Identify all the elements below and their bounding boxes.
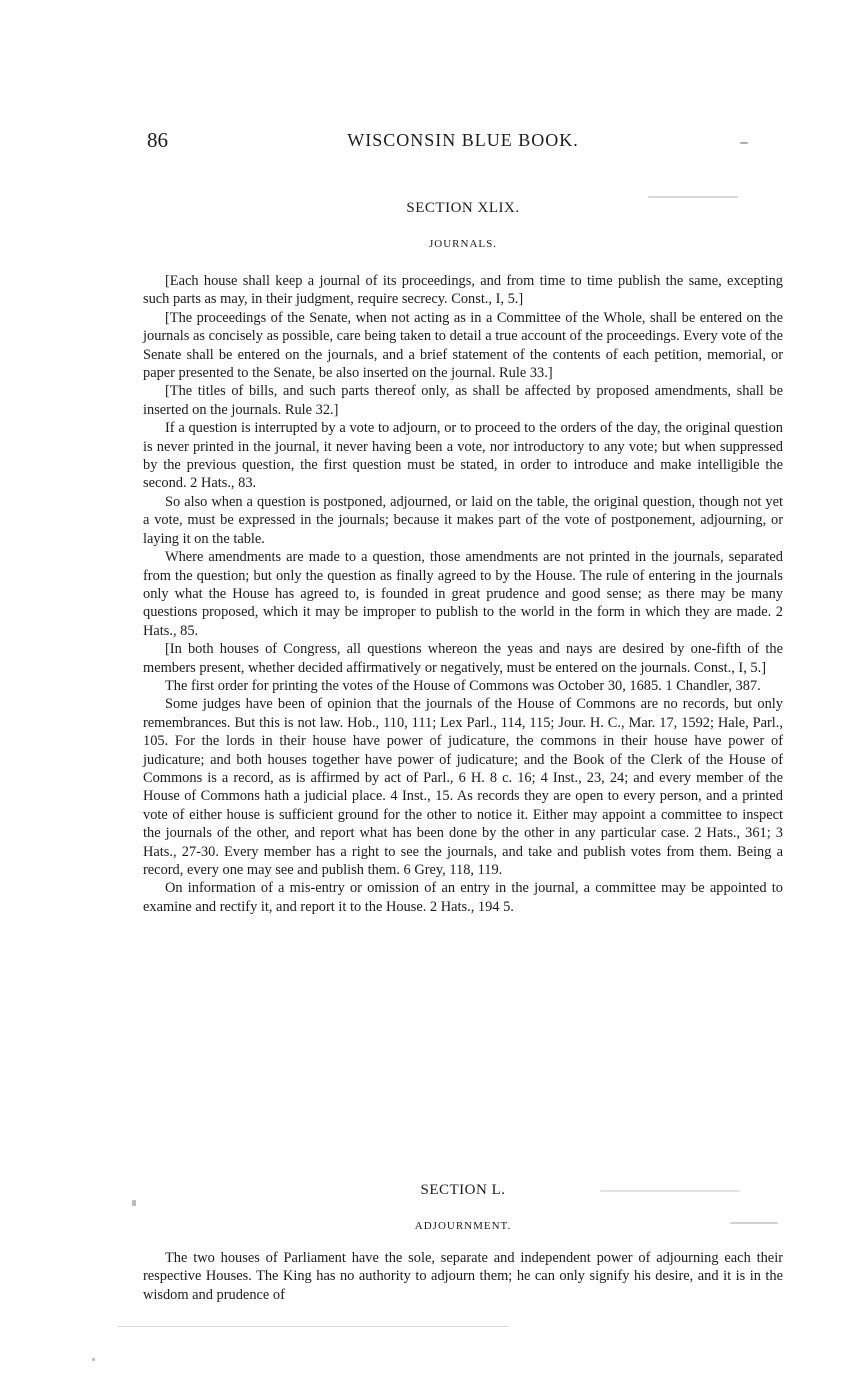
- running-head: [143, 128, 783, 158]
- paragraph: [The titles of bills, and such parts thereof only, as shall be affected by proposed amendments, shall be inserted on the journals. Rule 32.]: [143, 383, 783, 418]
- paragraph: [Each house shall keep a journal of its proceedings, and from time to time publish the same, excepting such parts as may, in their judgment, require secrecy. Const., I, 5.]: [143, 273, 783, 308]
- paragraph: [The proceedings of the Senate, when not acting as in a Committee of the Whole, shall be entered on the journals as concisely as possible, care being taken to detail a true account of the proceedings. Every vote of the Senate shall be entered on the journals, and a brief statement of the contents of each petition, memorial, or paper presented to the Senate, be also inserted on the journal. Rule 33.]: [143, 309, 783, 382]
- section-xlix-subheading: JOURNALS.: [429, 238, 497, 250]
- scan-speck: [740, 142, 748, 144]
- paragraph: [In both houses of Congress, all questions whereon the yeas and nays are desired by one-fifth of the members present, whether decided affirmatively or negatively, must be entered on the journals. Const., I, 5.]: [143, 641, 783, 676]
- page-number: 86: [147, 128, 168, 152]
- scan-speck: [92, 1358, 95, 1361]
- paragraph: On information of a mis-entry or omission of an entry in the journal, a committee may be appointed to examine and rectify it, and report it to the House. 2 Hats., 194 5.: [143, 880, 783, 915]
- scan-speck: [648, 196, 738, 198]
- paragraph: So also when a question is postponed, adjourned, or laid on the table, the original question, though not yet a vote, must be expressed in the journals; because it makes part of the vote of postponement, adjourning, or laying it on the table.: [143, 493, 783, 547]
- section-xlix-heading: SECTION XLIX.: [406, 200, 520, 216]
- paragraph: If a question is interrupted by a vote to adjourn, or to proceed to the orders of the day, the original question is never printed in the journal, it never having been a vote, nor introductory to any vote; but when suppressed by the previous question, the first question must be stated, in order to introduce and make intelligible the second. 2 Hats., 83.: [143, 420, 783, 492]
- section-l-heading: SECTION L.: [420, 1182, 506, 1198]
- section-l-body: [143, 1249, 783, 1304]
- paragraph: The first order for printing the votes of the House of Commons was October 30, 1685. 1 Chandler, 387.: [165, 677, 761, 694]
- section-l-subheading: ADJOURNMENT.: [414, 1220, 512, 1232]
- book-title: WISCONSIN BLUE BOOK.: [347, 130, 579, 150]
- scan-speck: [730, 1222, 778, 1224]
- scan-speck: [132, 1200, 136, 1206]
- paragraph: Where amendments are made to a question, those amendments are not printed in the journals, separated from the question; but only the question as finally agreed to by the House. The rule of entering in the journals only what the House has agreed to, is founded in great prudence and good sense; as there may be many questions proposed, which it may be improper to publish to the world in the form in which they are made. 2 Hats., 85.: [143, 549, 783, 639]
- scan-speck: [118, 1326, 508, 1327]
- paragraph: The two houses of Parliament have the sole, separate and independent power of adjourning each their respective Houses. The King has no authority to adjourn them; he can only signify his desire, and it is in the wisdom and prudence of: [143, 1250, 783, 1303]
- scan-speck: [600, 1190, 740, 1192]
- section-xlix-body: [143, 272, 783, 916]
- paragraph: Some judges have been of opinion that the journals of the House of Commons are no records, but only remembrances. But this is not law. Hob., 110, 111; Lex Parl., 114, 115; Jour. H. C., Mar. 17, 1592; Hale, Parl., 105. For the lords in their house have power of judicature, the commons in their house have power of judicature; and both houses together have power of judicature; and the Book of the Clerk of the House of Commons is a record, as is affirmed by act of Parl., 6 H. 8 c. 16; 4 Inst., 23, 24; and every member of the House of Commons hath a judicial place. 4 Inst., 15. As records they are open to every person, and a printed vote of either house is sufficient ground for the other to notice it. Either may appoint a committee to inspect the journals of the other, and report what has been done by the other in any particular case. 2 Hats., 361; 3 Hats., 27-30. Every member has a right to see the journals, and take and publish votes from them. Being a record, every one may see and publish them. 6 Grey, 118, 119.: [143, 696, 783, 878]
